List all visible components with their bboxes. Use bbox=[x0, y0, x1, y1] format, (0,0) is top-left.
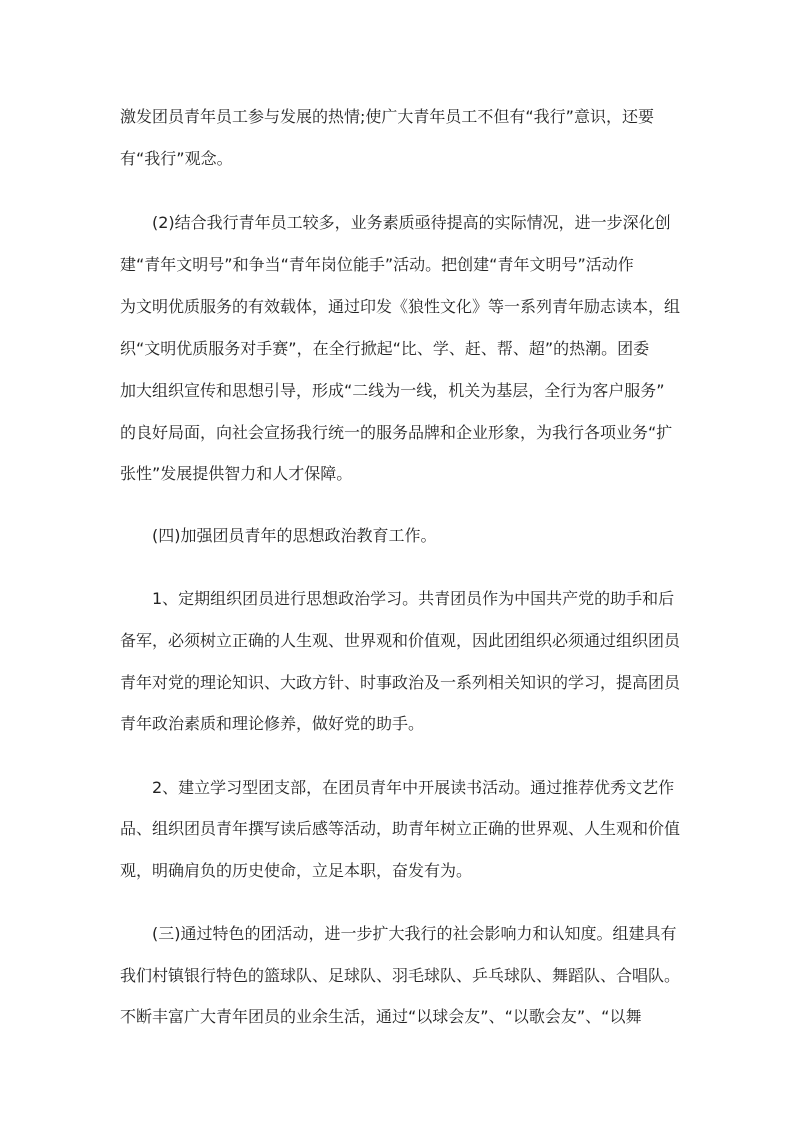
text-line: 品、组织团员青年撰写读后感等活动，助青年树立正确的世界观、人生观和价值 bbox=[120, 819, 681, 838]
text-line: 为文明优质服务的有效载体，通过印发《狼性文化》等一系列青年励志读本，组 bbox=[120, 297, 681, 316]
text-line: 观，明确肩负的历史使命，立足本职，奋发有为。 bbox=[120, 861, 473, 880]
text-line: (2)结合我行青年员工较多，业务素质亟待提高的实际情况，进一步深化创 bbox=[152, 213, 671, 232]
text-line: 激发团员青年员工参与发展的热情;使广大青年员工不但有“我行”意识，还要 bbox=[120, 107, 654, 126]
text-line: 有“我行”观念。 bbox=[120, 149, 233, 168]
text-line: 我们村镇银行特色的篮球队、足球队、羽毛球队、乒乓球队、舞蹈队、合唱队。 bbox=[120, 966, 681, 985]
text-line: 建“青年文明号”和争当“青年岗位能手”活动。把创建“青年文明号”活动作 bbox=[120, 255, 634, 274]
text-line: 青年政治素质和理论修养，做好党的助手。 bbox=[120, 714, 425, 733]
text-line: 青年对党的理论知识、大政方针、时事政治及一系列相关知识的学习，提高团员 bbox=[120, 673, 681, 692]
section-heading: (三)通过特色的团活动，进一步扩大我行的社会影响力和认知度。组建具有 bbox=[152, 924, 677, 943]
text-line: 2、建立学习型团支部，在团员青年中开展读书活动。通过推荐优秀文艺作 bbox=[152, 778, 675, 797]
text-line: 织“文明优质服务对手赛”，在全行掀起“比、学、赶、帮、超”的热潮。团委 bbox=[120, 339, 650, 358]
text-line: 1、定期组织团员进行思想政治学习。共青团员作为中国共产党的助手和后 bbox=[152, 589, 675, 608]
section-heading: (四)加强团员青年的思想政治教育工作。 bbox=[152, 526, 437, 545]
text-line: 的良好局面，向社会宣扬我行统一的服务品牌和企业形象，为我行各项业务“扩 bbox=[120, 423, 673, 442]
text-line: 张性”发展提供智力和人才保障。 bbox=[120, 464, 353, 483]
text-line: 备军，必须树立正确的人生观、世界观和价值观，因此团组织必须通过组织团员 bbox=[120, 631, 681, 650]
text-line: 加大组织宣传和思想引导，形成“二线为一线，机关为基层，全行为客户服务” bbox=[120, 381, 665, 400]
text-line: 不断丰富广大青年团员的业余生活，通过“以球会友”、“以歌会友”、“以舞 bbox=[120, 1007, 642, 1026]
